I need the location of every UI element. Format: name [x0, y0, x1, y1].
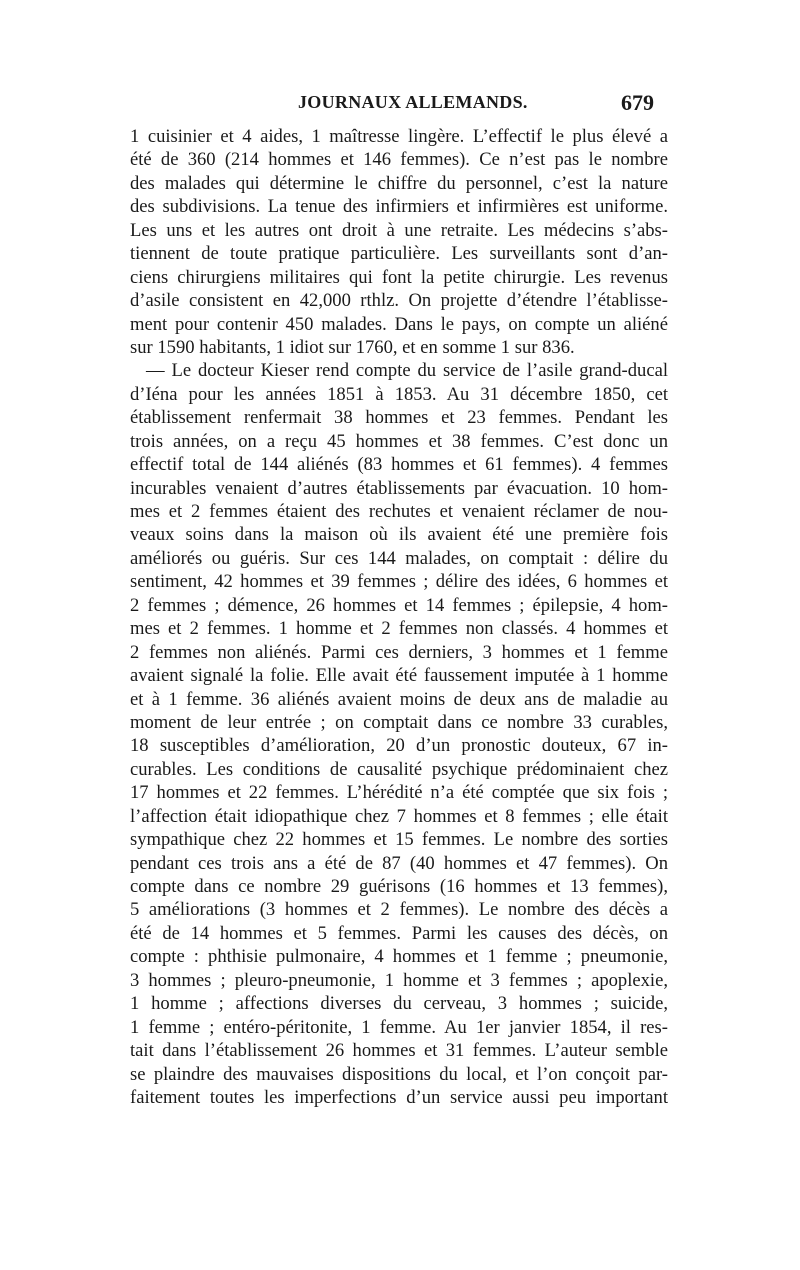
- text-line: Les uns et les autres ont droit à une retraite. Les médecins s’abs-: [130, 219, 668, 241]
- body-text: [130, 125, 668, 1109]
- text-line: avaient signalé la folie. Elle avait été faussement imputée à 1 homme: [130, 665, 668, 687]
- text-line: des malades qui détermine le chiffre du personnel, c’est la nature: [130, 172, 668, 194]
- text-line: moment de leur entrée ; on comptait dans ce nombre 33 curables,: [130, 711, 668, 733]
- text-line: 2 femmes ; démence, 26 hommes et 14 femmes ; épilepsie, 4 hom-: [130, 594, 668, 616]
- running-title: JOURNAUX ALLEMANDS.: [298, 92, 528, 112]
- text-line: l’affection était idiopathique chez 7 hommes et 8 femmes ; elle était: [130, 805, 668, 827]
- text-line: se plaindre des mauvaises dispositions du local, et l’on conçoit par-: [130, 1063, 668, 1085]
- running-head: [128, 92, 668, 118]
- text-line: sur 1590 habitants, 1 idiot sur 1760, et en somme 1 sur 836.: [130, 336, 575, 358]
- text-line: établissement renfermait 38 hommes et 23 femmes. Pendant les: [130, 407, 668, 429]
- text-line: pendant ces trois ans a été de 87 (40 hommes et 47 femmes). On: [130, 852, 668, 874]
- text-line: 2 femmes non aliénés. Parmi ces derniers, 3 hommes et 1 femme: [130, 641, 668, 663]
- text-line: tiennent de toute pratique particulière. Les surveillants sont d’an-: [130, 243, 668, 265]
- text-line: sympathique chez 22 hommes et 15 femmes. Le nombre des sorties: [130, 829, 668, 851]
- text-line: d’Iéna pour les années 1851 à 1853. Au 31 décembre 1850, cet: [130, 383, 668, 405]
- text-line: d’asile consistent en 42,000 rthlz. On projette d’étendre l’établisse-: [130, 290, 668, 312]
- text-line: 1 cuisinier et 4 aides, 1 maîtresse lingère. L’effectif le plus élevé a: [130, 126, 668, 147]
- text-line: effectif total de 144 aliénés (83 hommes et 61 femmes). 4 femmes: [130, 454, 668, 476]
- text-line: 3 hommes ; pleuro-pneumonie, 1 homme et 3 femmes ; apoplexie,: [130, 969, 668, 991]
- text-line: été de 14 hommes et 5 femmes. Parmi les causes des décès, on: [130, 922, 668, 944]
- text-line: sentiment, 42 hommes et 39 femmes ; délire des idées, 6 hommes et: [130, 571, 668, 593]
- text-line: curables. Les conditions de causalité psychique prédominaient chez: [130, 758, 668, 780]
- page-number: 679: [621, 90, 654, 115]
- text-line: 1 femme ; entéro-péritonite, 1 femme. Au 1er janvier 1854, il res-: [130, 1016, 668, 1038]
- text-line: des subdivisions. La tenue des infirmiers et infirmières est uniforme.: [130, 196, 668, 218]
- text-line: compte dans ce nombre 29 guérisons (16 hommes et 13 femmes),: [130, 876, 668, 897]
- text-line: trois années, on a reçu 45 hommes et 38 femmes. C’est donc un: [130, 430, 668, 452]
- text-line: et à 1 femme. 36 aliénés avaient moins de deux ans de maladie au: [130, 688, 668, 710]
- text-line: 1 homme ; affections diverses du cerveau, 3 hommes ; suicide,: [130, 993, 668, 1015]
- text-line: été de 360 (214 hommes et 146 femmes). Ce n’est pas le nombre: [130, 149, 668, 171]
- text-line: compte : phthisie pulmonaire, 4 hommes et 1 femme ; pneumonie,: [130, 946, 668, 968]
- text-line: 17 hommes et 22 femmes. L’hérédité n’a été comptée que six fois ;: [130, 782, 668, 804]
- text-line: — Le docteur Kieser rend compte du service de l’asile grand-ducal: [146, 360, 668, 382]
- text-line: améliorés ou guéris. Sur ces 144 malades, on comptait : délire du: [130, 547, 668, 569]
- text-line: faitement toutes les imperfections d’un service aussi peu important: [130, 1086, 668, 1108]
- text-line: mes et 2 femmes étaient des rechutes et venaient réclamer de nou-: [130, 501, 668, 522]
- text-line: mes et 2 femmes. 1 homme et 2 femmes non classés. 4 hommes et: [130, 618, 668, 640]
- text-line: incurables venaient d’autres établissements par évacuation. 10 hom-: [130, 477, 668, 499]
- text-line: veaux soins dans la maison où ils avaient été une première fois: [130, 524, 668, 546]
- text-line: ciens chirurgiens militaires qui font la petite chirurgie. Les revenus: [130, 266, 668, 288]
- text-line: 5 améliorations (3 hommes et 2 femmes). Le nombre des décès a: [130, 899, 668, 921]
- text-line: tait dans l’établissement 26 hommes et 31 femmes. L’auteur semble: [130, 1040, 668, 1062]
- text-line: 18 susceptibles d’amélioration, 20 d’un pronostic douteux, 67 in-: [130, 735, 668, 757]
- text-line: ment pour contenir 450 malades. Dans le pays, on compte un aliéné: [130, 313, 668, 335]
